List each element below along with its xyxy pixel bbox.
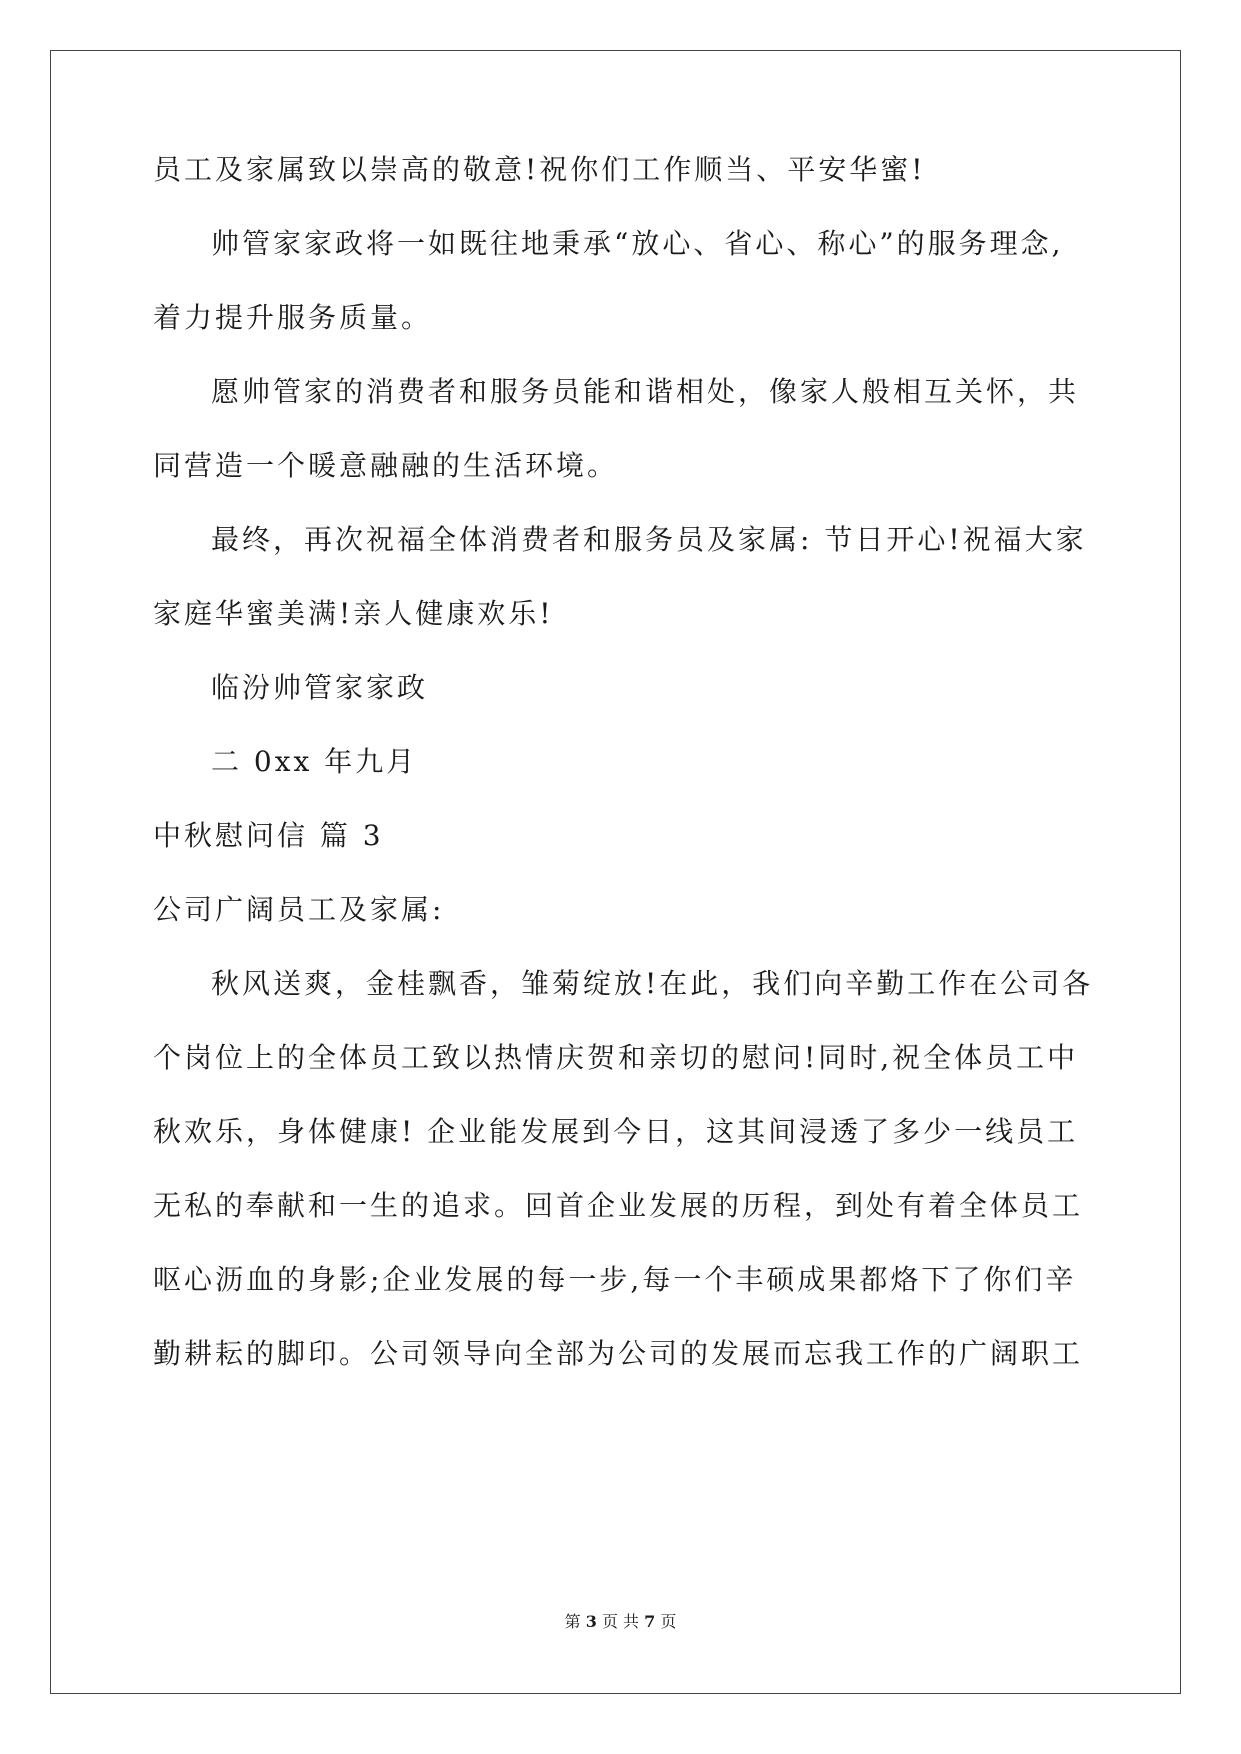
body-line: 秋风送爽，金桂飘香，雏菊绽放!在此，我们向辛勤工作在公司各 — [211, 967, 1094, 1000]
body-line: 无私的奉献和一生的追求。回首企业发展的历程，到处有着全体员工 — [153, 1189, 1084, 1222]
body-line: 着力提升服务质量。 — [153, 301, 433, 334]
section-heading: 中秋慰问信 篇 3 — [153, 819, 384, 852]
body-line: 秋欢乐，身体健康! 企业能发展到今日，这其间浸透了多少一线员工 — [153, 1115, 1079, 1148]
body-line: 家庭华蜜美满!亲人健康欢乐! — [153, 597, 554, 630]
body-line: 帅管家家政将一如既往地秉承“放心、省心、称心”的服务理念, — [211, 227, 1064, 260]
page-total: 7 — [644, 1612, 656, 1631]
body-line: 最终，再次祝福全体消费者和服务员及家属: 节日开心!祝福大家 — [211, 523, 1087, 556]
body-line: 同营造一个暖意融融的生活环境。 — [153, 449, 619, 482]
body-line: 个岗位上的全体员工致以热情庆贺和亲切的慰问!同时,祝全体员工中 — [153, 1041, 1079, 1074]
footer-middle: 页 共 — [601, 1612, 640, 1631]
page-frame — [50, 50, 1181, 1694]
page-number: 3 — [585, 1612, 597, 1631]
footer-prefix: 第 — [564, 1612, 581, 1631]
signature-org: 临汾帅管家家政 — [211, 671, 429, 704]
body-line: 员工及家属致以崇高的敬意!祝你们工作顺当、平安华蜜! — [153, 153, 926, 186]
signature-date: 二 0xx 年九月 — [211, 745, 418, 778]
footer-suffix: 页 — [660, 1612, 677, 1631]
body-line: 呕心沥血的身影;企业发展的每一步,每一个丰硕成果都烙下了你们辛 — [153, 1263, 1077, 1296]
page-footer — [0, 1612, 1241, 1632]
letter-salutation: 公司广阔员工及家属: — [153, 893, 445, 926]
body-line: 愿帅管家的消费者和服务员能和谐相处，像家人般相互关怀，共 — [211, 375, 1080, 408]
body-line: 勤耕耘的脚印。公司领导向全部为公司的发展而忘我工作的广阔职工 — [153, 1337, 1084, 1370]
